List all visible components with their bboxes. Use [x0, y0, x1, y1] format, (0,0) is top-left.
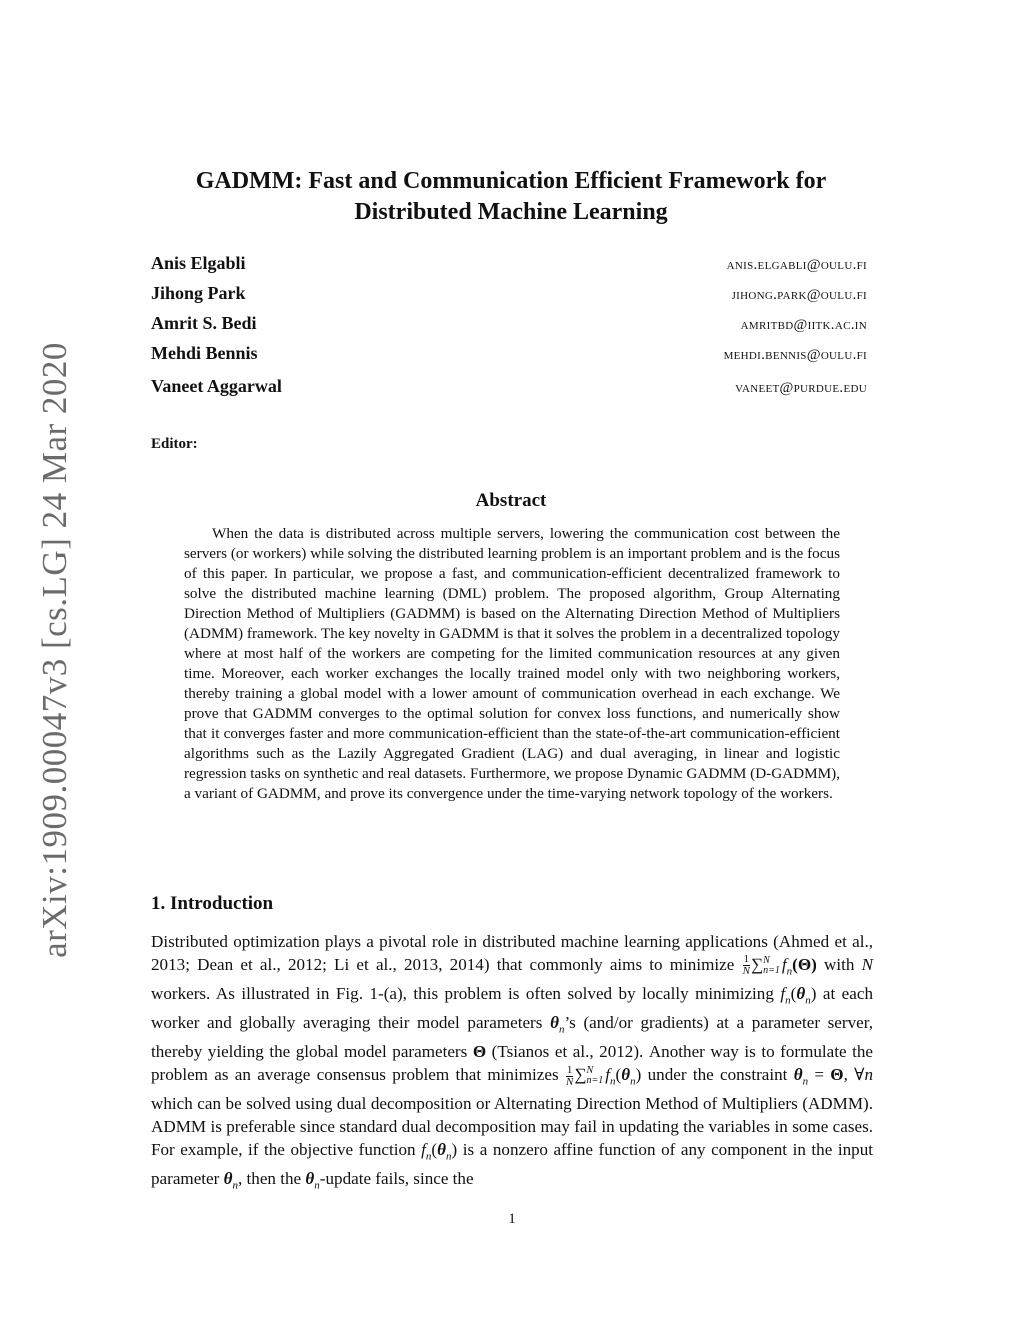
author-list [151, 253, 867, 406]
author-name: Vaneet Aggarwal [151, 376, 282, 396]
math-theta: θ [305, 1169, 315, 1189]
intro-text: ’s (and/or gradients) at a parameter server, thereby yielding the global model parameters [151, 1013, 874, 1062]
intro-text: with [824, 954, 855, 974]
abstract-text: When the data is distributed across multiple servers, lowering the communication cost between the servers (or workers) while solving the distributed learning problem is an important problem and is the focus of this paper. In particular, we propose a fast, and communication-efficient decentralized framework to solve the distributed machine learning (DML) problem. The proposed algorithm, Group Alternating Direction Method of Multipliers (GADMM) is based on the Alternating Direction Method of Multipliers (ADMM) framework. The key novelty in GADMM is that it solves the problem in a decentralized topology where at most half of the workers are competing for the limited communication resources at any given time. Moreover, each worker exchanges the locally trained model only with two neighboring workers, thereby training a global model with a lower amount of communication overhead in each exchange. We prove that GADMM converges to the optimal solution for convex loss functions, and numerically show that it converges faster and more communication-efficient than the state-of-the-art communication-efficient algorithms such as the Lazily Aggregated Gradient (LAG) and dual averaging, in linear and logistic regression tasks on synthetic and real datasets. Furthermore, we propose Dynamic GADMM (D-GADMM), a variant of GADMM, and prove its convergence under the time-varying network topology of the workers. [184, 525, 840, 802]
paper-title [120, 166, 902, 228]
math-subscript: n [232, 1179, 238, 1192]
title-line-2: Distributed Machine Learning [354, 199, 668, 225]
math-theta-vector: Θ [830, 1065, 844, 1085]
intro-text: under the constraint [647, 1065, 788, 1085]
math-subscript: n [446, 1150, 452, 1163]
intro-text: which can be solved using dual decomposition or Alternating Direction Method of Multipliers (ADMM). ADMM is preferable since standard dual decomposition may fail in updating the variables in some cases. For example, if the objective function [151, 1094, 873, 1159]
author-email: anis.elgabli@oulu.fi [726, 257, 867, 273]
abstract-heading: Abstract [475, 490, 547, 511]
math-theta-vector: (Θ) [792, 954, 817, 974]
math-subscript: n [425, 1150, 432, 1163]
math-subscript: n [802, 1075, 809, 1088]
math-theta: θ [550, 1013, 559, 1033]
math-theta: θ [621, 1065, 631, 1085]
author-name: Mehdi Bennis [151, 343, 258, 363]
math-f: f [605, 1065, 611, 1085]
intro-text: workers. As illustrated in Fig. 1-(a), this problem is often solved by locally minimizing [151, 984, 774, 1003]
math-theta: θ [437, 1140, 446, 1159]
math-f: f [781, 954, 787, 974]
math-subscript: n [558, 1023, 565, 1036]
math-subscript: n [610, 1075, 616, 1088]
math-forall: , ∀n [843, 1065, 874, 1085]
introduction-paragraph: Distributed optimization plays a pivotal role in distributed machine learning applications (Ahmed et al., 2013; Dean et al., 2012; Li et al., 2013, 2014) that commonly aims to minimize $\frac{1}{N}$ ∑ N n=1 $f_n(\Theta)$ with N workers. As illustrated in Fig. 1-(a), this problem is often solved by locally minimizing $f_n(\theta_n)$ at each worker and globally averaging their model parameters $\theta_n’s$ (and/or gradients) at a parameter server, thereby yielding the global model parameters Θ (Tsianos et al., 2012). Another way is to formulate the problem as an average consensus problem that minimizes $\frac{1}{N}$ ∑ N n=1 $f_n(\theta_n)$ under the constraint $\theta_n = \Theta$, ∀n which can be solved using dual decomposition or Alternating Direction Method of Multipliers (ADMM). ADMM is preferable since standard dual decomposition may fail in updating the variables in some cases. For example, if the objective function $f_n(\theta_n)$ is a nonzero affine function of any component in the input parameter $\theta_n$, then the $\theta_n$-update fails, since the [151, 932, 874, 1192]
author-row [151, 253, 867, 283]
page-number: 1 [508, 1211, 516, 1227]
author-row [151, 376, 867, 406]
author-row [151, 313, 867, 343]
intro-text: -update fails, since the [319, 1169, 474, 1189]
intro-text: (Tsianos et al., 2012). Another way is to formulate the problem as an average consensus problem that minimizes [151, 1042, 874, 1085]
math-f: f [780, 984, 786, 1003]
math-N: N [861, 954, 873, 974]
fraction: $\frac{1}{N}$ [565, 1063, 574, 1088]
math-subscript: n [805, 994, 811, 1007]
author-row [151, 283, 867, 313]
math-subscript: n [314, 1179, 320, 1192]
editor-label: Editor: [151, 436, 198, 452]
section-heading: 1. Introduction [151, 893, 274, 914]
fraction: $\frac{1}{N}$ [742, 953, 750, 978]
author-name: Amrit S. Bedi [151, 313, 257, 333]
intro-text: is a nonzero affine function of any component in the input parameter [151, 1140, 874, 1189]
author-name: Jihong Park [151, 283, 246, 303]
arxiv-identifier: arXiv:1909.00047v3 [cs.LG] 24 Mar 2020 [35, 342, 74, 958]
sum-limits: N n=1 [763, 954, 780, 976]
math-f: f [421, 1140, 426, 1159]
math-theta: θ [793, 1065, 803, 1085]
sum-symbol: ∑ [574, 1065, 587, 1085]
author-email: mehdi.bennis@oulu.fi [723, 347, 867, 363]
math-subscript: n [786, 965, 793, 978]
author-email: jihong.park@oulu.fi [731, 287, 867, 303]
intro-text: , then the [237, 1169, 302, 1189]
title-line-1: GADMM: Fast and Communication Efficient Framework for [195, 168, 827, 194]
author-name: Anis Elgabli [151, 253, 246, 273]
author-email: amritbd@iitk.ac.in [740, 317, 867, 333]
math-theta: θ [223, 1169, 233, 1189]
math-subscript: n [785, 994, 791, 1007]
sum-limits: N n=1 [586, 1065, 604, 1087]
math-theta: θ [796, 984, 806, 1003]
intro-text: Distributed optimization plays a pivotal role in distributed machine learning applications (Ahmed et al., 2013; Dean et al., 2012; Li et al., 2013, 2014) that commonly aims to minimize [151, 932, 873, 974]
author-row [151, 343, 867, 373]
intro-text: at each worker and globally averaging their model parameters [151, 984, 873, 1033]
author-email: vaneet@purdue.edu [735, 380, 867, 396]
math-theta-vector: Θ [472, 1042, 487, 1062]
math-subscript: n [630, 1075, 636, 1088]
sum-symbol: ∑ [751, 954, 764, 974]
